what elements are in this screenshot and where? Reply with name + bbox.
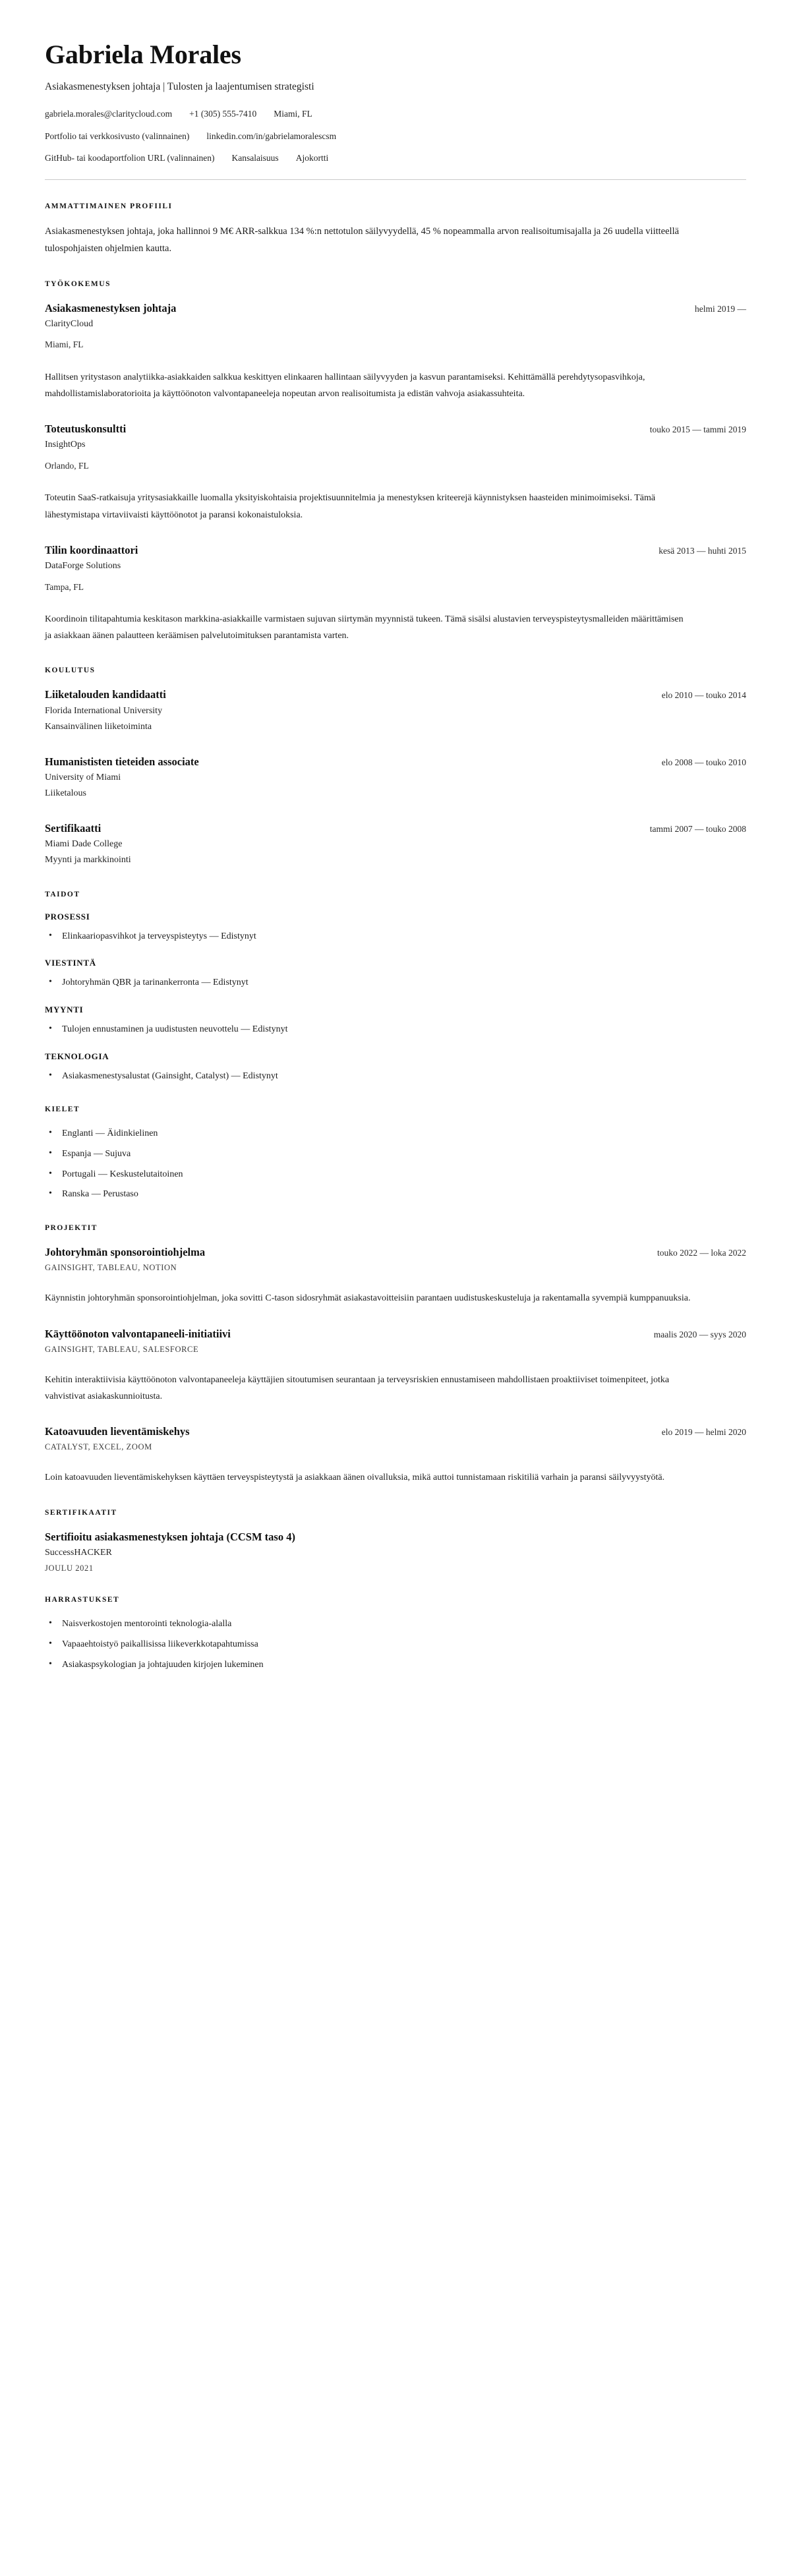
profile-text: Asiakasmenestyksen johtaja, joka hallinnoi 9 M€ ARR-salkkua 134 %:n nettotulon säilyvyydellä, 45 % nopeammalla arvon realisoitumisajalla ja 26 uudella viitteellä tulospohjaisten ohjelmien kautta. [45,226,680,254]
project-description: Kehitin interaktiivisia käyttöönoton valvontapaneeleja käyttäjien sitoutumisen seurantaan ja terveysriskien ennustamiseen mahdollistaen proaktiiviset toimenpiteet, jotka vahvistivat asiakaskunnioitusta. [45,1374,670,1402]
skill-item-list [45,976,746,990]
education-entry [45,821,746,868]
field-of-study: Myynti ja markkinointi [45,855,131,865]
section-certifications [45,1509,746,1574]
skill-group [45,912,746,944]
skill-item: • Elinkaariopasvihkot ja terveyspisteytys — Edistynyt [45,929,746,944]
entry-header [45,543,746,558]
experience-entry [45,301,746,403]
language-list [45,1127,746,1202]
hobby-item: • Naisverkostojen mentorointi teknologia-alalla [45,1617,746,1631]
project-stack: CATALYST, EXCEL, ZOOM [45,1442,152,1452]
company-name: InsightOps [45,440,86,450]
skill-item-list [45,1022,746,1037]
skill-item-list [45,1069,746,1084]
job-description: Hallitsen yritystason analytiikka-asiakkaiden salkkua keskittyen elinkaaren hallintaan säilyvyyden ja kasvun parantamiseksi. Kehittämällä perehdytysopasvihkoja, mahdollistamislaboratorioita ja käyttöönoton valvontapaneeleja nopeutan arvon realisoitumista ja edistän vahvoja asiakassuhteita. [45,372,645,399]
entry-header [45,422,746,436]
job-dates: helmi 2019 — [695,303,746,314]
entry-header [45,755,746,769]
experience-list [45,301,746,645]
job-location: Tampa, FL [45,581,84,592]
certification-entry [45,1530,746,1574]
section-experience [45,280,746,645]
certification-date: JOULU 2021 [45,1564,94,1573]
skill-group-title: MYYNTI [45,1004,84,1014]
contact-row [45,130,746,143]
job-description: Koordinoin tilitapahtumia keskitason markkina-asiakkaille varmistaen sujuvan siirtymän myynnistä tukeen. Tämä sisälsi alustavien terveyspisteytysmalleiden määrittämisen ja asiakkaan äänen palautteen keräämisen palvelutoimituksen parantamista varten. [45,614,684,641]
job-location: Orlando, FL [45,460,89,471]
contact-row [45,107,746,121]
project-name: Johtoryhmän sponsorointiohjelma [45,1246,206,1259]
contact-item: Portfolio tai verkkosivusto (valinnainen) [45,131,190,141]
education-dates: elo 2008 — touko 2010 [661,757,746,767]
project-entry [45,1424,746,1486]
project-description: Loin katoavuuden lieventämiskehyksen käyttäen terveyspisteytystä ja asiakkaan äänen oivalluksia, mikä auttoi tunnistamaan riskitiliä varhain ja paransi säilyvyystyötä. [45,1473,665,1483]
section-title-skills: TAIDOT [45,890,80,898]
contact-item: Ajokortti [295,152,329,163]
skill-group [45,1005,746,1037]
skill-group-title: VIESTINTÄ [45,958,96,968]
job-description: Toteutin SaaS-ratkaisuja yritysasiakkaille luomalla yksityiskohtaisia projektisuunnitelmia ja menestyksen kriteerejä käynnistyksen haasteiden minimoimiseksi. Tämä lähestymistapa virtaviivaisti käyttöönotot ja paransi kokonaistuloksia. [45,493,656,520]
company-name: ClarityCloud [45,318,94,329]
candidate-headline: Asiakasmenestyksen johtaja | Tulosten ja laajentumisen strategisti [45,81,314,92]
degree-name: Humanististen tieteiden associate [45,755,199,768]
skill-group [45,1051,746,1084]
entry-header [45,301,746,316]
project-description: Käynnistin johtoryhmän sponsorointiohjelman, joka sovitti C-tason sidosryhmät asiakastavoitteisiin parantaen uudistuskeskusteluja ja rakentamalla syvempiä kumppanuuksia. [45,1293,691,1304]
entry-header [45,1245,746,1260]
school-name: Florida International University [45,705,163,716]
entry-header [45,821,746,836]
project-list [45,1245,746,1486]
education-dates: elo 2010 — touko 2014 [661,690,746,701]
project-dates: elo 2019 — helmi 2020 [661,1427,746,1438]
project-entry [45,1327,746,1405]
project-name: Käyttöönoton valvontapaneeli-initiatiivi [45,1327,231,1340]
skill-item: • Asiakasmenestysalustat (Gainsight, Catalyst) — Edistynyt [45,1069,746,1084]
hobby-item: • Vapaaehtoistyö paikallisissa liikeverkkotapahtumissa [45,1637,746,1652]
certification-list [45,1530,746,1574]
company-name: DataForge Solutions [45,561,121,571]
section-education [45,666,746,867]
language-item: • Ranska — Perustaso [45,1187,746,1202]
language-item: • Portugali — Keskustelutaitoinen [45,1167,746,1182]
section-title-languages: KIELET [45,1105,80,1114]
section-projects [45,1224,746,1486]
contact-item: Kansalaisuus [231,152,279,163]
entry-header [45,1530,746,1544]
job-dates: touko 2015 — tammi 2019 [649,424,746,435]
section-profile [45,202,746,258]
school-name: Miami Dade College [45,838,123,849]
education-list [45,688,746,867]
section-title-certifications: SERTIFIKAATIT [45,1508,117,1517]
header-divider [45,179,746,180]
education-entry [45,755,746,802]
job-location: Miami, FL [45,339,84,350]
job-dates: kesä 2013 — huhti 2015 [659,545,746,556]
skill-item: • Johtoryhmän QBR ja tarinankerronta — Edistynyt [45,976,746,990]
project-name: Katoavuuden lieventämiskehys [45,1425,190,1438]
hobby-list [45,1617,746,1672]
contact-item: GitHub- tai koodaportfolion URL (valinnainen) [45,152,215,163]
entry-header [45,1327,746,1341]
hobby-item: • Asiakaspsykologian ja johtajuuden kirjojen lukeminen [45,1658,746,1672]
degree-name: Sertifikaatti [45,821,102,834]
field-of-study: Liiketalous [45,788,86,799]
project-stack: GAINSIGHT, TABLEAU, SALESFORCE [45,1344,199,1354]
section-hobbies [45,1596,746,1672]
section-title-projects: PROJEKTIT [45,1224,98,1233]
contact-item: +1 (305) 555-7410 [189,109,257,119]
skill-group-title: PROSESSI [45,911,90,922]
education-entry [45,688,746,734]
experience-entry [45,543,746,645]
project-dates: touko 2022 — loka 2022 [657,1248,746,1258]
contact-row [45,152,746,165]
certification-issuer: SuccessHACKER [45,1547,112,1558]
entry-header [45,1424,746,1439]
project-stack: GAINSIGHT, TABLEAU, NOTION [45,1263,177,1273]
contact-item: gabriela.morales@claritycloud.com [45,109,173,119]
candidate-name: Gabriela Morales [45,40,241,69]
skill-group-list [45,912,746,1084]
skill-group [45,958,746,990]
section-languages [45,1105,746,1202]
job-title: Toteutuskonsultti [45,423,127,436]
skill-group-title: TEKNOLOGIA [45,1051,109,1061]
contact-item: Miami, FL [274,109,312,119]
entry-header [45,688,746,702]
section-title-experience: TYÖKOKEMUS [45,279,111,288]
language-item: • Espanja — Sujuva [45,1147,746,1161]
experience-entry [45,422,746,523]
project-entry [45,1245,746,1306]
education-dates: tammi 2007 — touko 2008 [649,823,746,834]
degree-name: Liiketalouden kandidaatti [45,688,166,701]
contact-block [45,107,746,165]
section-skills [45,891,746,1084]
skill-item-list [45,929,746,944]
resume-header [45,40,746,165]
certification-name: Sertifioitu asiakasmenestyksen johtaja (CCSM taso 4) [45,1530,295,1543]
contact-item: linkedin.com/in/gabrielamoralescsm [206,131,337,141]
skill-item: • Tulojen ennustaminen ja uudistusten neuvottelu — Edistynyt [45,1022,746,1037]
job-title: Asiakasmenestyksen johtaja [45,301,177,314]
section-title-profile: AMMATTIMAINEN PROFIILI [45,202,173,210]
school-name: University of Miami [45,772,121,782]
field-of-study: Kansainvälinen liiketoiminta [45,722,152,732]
job-title: Tilin koordinaattori [45,543,138,556]
section-title-hobbies: HARRASTUKSET [45,1596,120,1604]
project-dates: maalis 2020 — syys 2020 [653,1329,746,1339]
section-title-education: KOULUTUS [45,666,96,675]
language-item: • Englanti — Äidinkielinen [45,1127,746,1141]
